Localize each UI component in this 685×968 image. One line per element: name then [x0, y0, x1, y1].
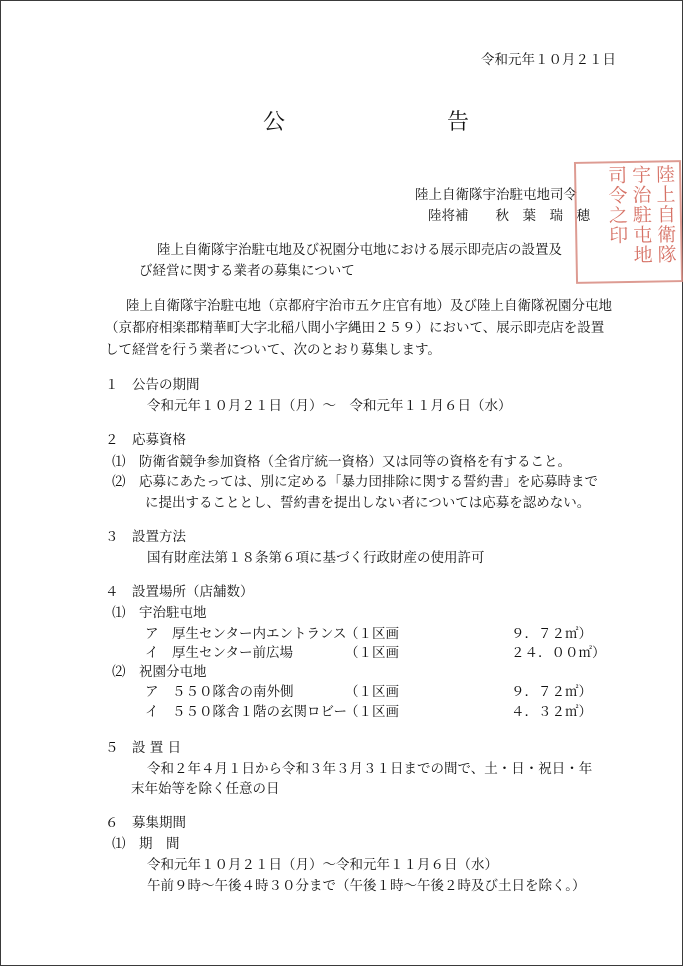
- issuer-name: 陸将補 秋 葉 瑞 穂: [428, 208, 590, 224]
- section-3-body: 国有財産法第１８条第６項に基づく行政財産の使用許可: [147, 550, 485, 566]
- section-5-heading: ５ 設 置 日: [105, 740, 182, 756]
- location-2a-label: ア ５５０隊舎の南外側: [145, 684, 294, 700]
- location-1a-label: ア 厚生センター内エントランス: [145, 626, 347, 642]
- location-2b-label: イ ５５０隊舎１階の玄関ロビー: [145, 704, 347, 720]
- location-group-1: ⑴ 宇治駐屯地: [112, 605, 207, 621]
- section-5-body-1: 令和２年４月１日から令和３年３月３１日までの間で、土・日・祝日・年: [147, 761, 593, 777]
- issuer-organization: 陸上自衛隊宇治駐屯地司令: [415, 187, 577, 203]
- section-6-line-1: 令和元年１０月２１日（月）～令和元年１１月６日（水）: [147, 857, 498, 873]
- location-1b-label: イ 厚生センター前広場: [145, 645, 293, 661]
- location-2b-count: （１区画: [345, 704, 399, 720]
- section-2-item-2b: に提出することとし、誓約書を提出しない者については応募を認めない。: [145, 495, 591, 511]
- date: 令和元年１０月２１日: [481, 52, 616, 68]
- section-6-line-2: 午前９時～午後４時３０分まで（午後１時～午後２時及び土日を除く。）: [147, 878, 586, 894]
- location-1a-count: （１区画: [345, 626, 399, 642]
- section-5-body-2: 末年始等を除く任意の日: [131, 781, 280, 797]
- location-1a-area: ９．７２㎡）: [511, 626, 592, 642]
- location-1b-area: ２４．００㎡）: [511, 645, 606, 661]
- location-2b-area: ４．３２㎡）: [511, 704, 592, 720]
- intro-line-3: して経営を行う業者について、次のとおり募集します。: [105, 342, 441, 358]
- official-seal-stamp: 陸上自衛隊宇治駐屯地司令之印: [574, 160, 683, 284]
- section-2-item-2a: ⑵ 応募にあたっては、別に定める「暴力団排除に関する誓約書」を応募時まで: [112, 474, 598, 490]
- intro-line-2: （京都府相楽郡精華町大字北稲八間小字縄田２５９）において、展示即売店を設置: [105, 320, 605, 336]
- subject-line-1: 陸上自衛隊宇治駐屯地及び祝園分屯地における展示即売店の設置及: [157, 242, 562, 258]
- section-1-heading: １ 公告の期間: [105, 377, 200, 393]
- location-group-2: ⑵ 祝園分屯地: [112, 664, 207, 680]
- subject-line-2: び経営に関する業者の募集について: [139, 263, 355, 279]
- section-4-heading: ４ 設置場所（店舗数）: [105, 584, 254, 600]
- section-1-body: 令和元年１０月２１日（月）～ 令和元年１１月６日（水）: [147, 398, 512, 414]
- section-2-heading: ２ 応募資格: [105, 432, 186, 448]
- notice-title: 公 告: [263, 110, 540, 135]
- location-2a-area: ９．７２㎡）: [511, 684, 592, 700]
- section-3-heading: ３ 設置方法: [105, 529, 186, 545]
- location-2a-count: （１区画: [345, 684, 399, 700]
- section-2-item-1: ⑴ 防衛省競争参加資格（全省庁統一資格）又は同等の資格を有すること。: [112, 454, 571, 470]
- intro-line-1: 陸上自衛隊宇治駐屯地（京都府宇治市五ケ庄官有地）及び陸上自衛隊祝園分屯地: [126, 298, 612, 314]
- section-6-sub-1: ⑴ 期 間: [112, 836, 180, 852]
- section-6-heading: ６ 募集期間: [105, 815, 186, 831]
- location-1b-count: （１区画: [345, 645, 399, 661]
